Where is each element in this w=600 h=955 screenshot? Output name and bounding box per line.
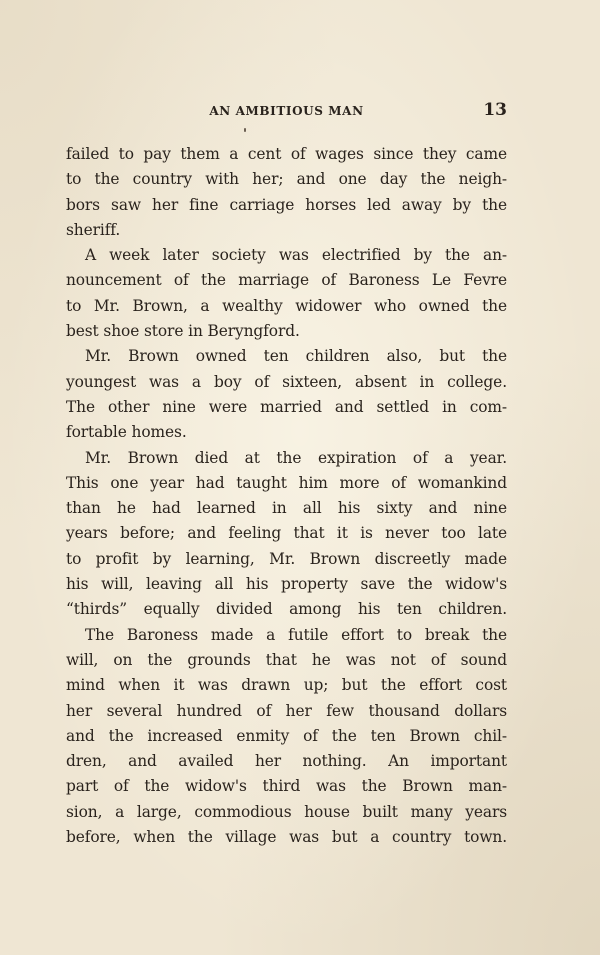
- text-line: “thirds” equally divided among his ten children.: [66, 600, 507, 619]
- text-line: to profit by learning, Mr. Brown discreetly made: [66, 549, 507, 568]
- running-head-title: AN AMBITIOUS MAN: [209, 104, 364, 118]
- text-line: years before; and feeling that it is never too late: [66, 524, 507, 543]
- text-line: will, on the grounds that he was not of sound: [66, 650, 507, 669]
- running-head: [66, 100, 507, 124]
- page-number: 13: [483, 100, 507, 120]
- text-line: This one year had taught him more of womankind: [66, 473, 507, 492]
- text-line: sheriff.: [66, 220, 121, 239]
- text-line: his will, leaving all his property save the widow's: [66, 575, 507, 594]
- text-line: to Mr. Brown, a wealthy widower who owned the: [66, 296, 507, 315]
- text-line: and the increased enmity of the ten Brown chil-: [66, 726, 507, 745]
- text-line: fortable homes.: [66, 423, 187, 442]
- text-line: bors saw her fine carriage horses led away by the: [66, 195, 507, 214]
- text-line: youngest was a boy of sixteen, absent in college.: [66, 372, 507, 391]
- text-line: before, when the village was but a country town.: [66, 828, 507, 847]
- text-line: than he had learned in all his sixty and nine: [66, 499, 507, 518]
- text-line: Mr. Brown owned ten children also, but the: [85, 347, 507, 366]
- text-line: part of the widow's third was the Brown man-: [66, 777, 507, 796]
- text-line: The other nine were married and settled in com-: [66, 397, 507, 416]
- text-line: to the country with her; and one day the neigh-: [66, 170, 507, 189]
- text-line: mind when it was drawn up; but the effort cost: [66, 676, 507, 695]
- text-line: best shoe store in Beryngford.: [66, 322, 300, 341]
- text-line: The Baroness made a futile effort to break the: [85, 625, 507, 644]
- text-line: her several hundred of her few thousand dollars: [66, 701, 507, 720]
- text-line: dren, and availed her nothing. An important: [66, 752, 507, 771]
- text-line: Mr. Brown died at the expiration of a year.: [85, 448, 507, 467]
- text-line: sion, a large, commodious house built many years: [66, 802, 507, 821]
- body-text: [66, 142, 507, 850]
- print-speck: [244, 128, 246, 132]
- text-line: failed to pay them a cent of wages since they came: [66, 145, 507, 163]
- text-line: nouncement of the marriage of Baroness Le Fevre: [66, 271, 507, 290]
- text-line: A week later society was electrified by the an-: [85, 246, 507, 265]
